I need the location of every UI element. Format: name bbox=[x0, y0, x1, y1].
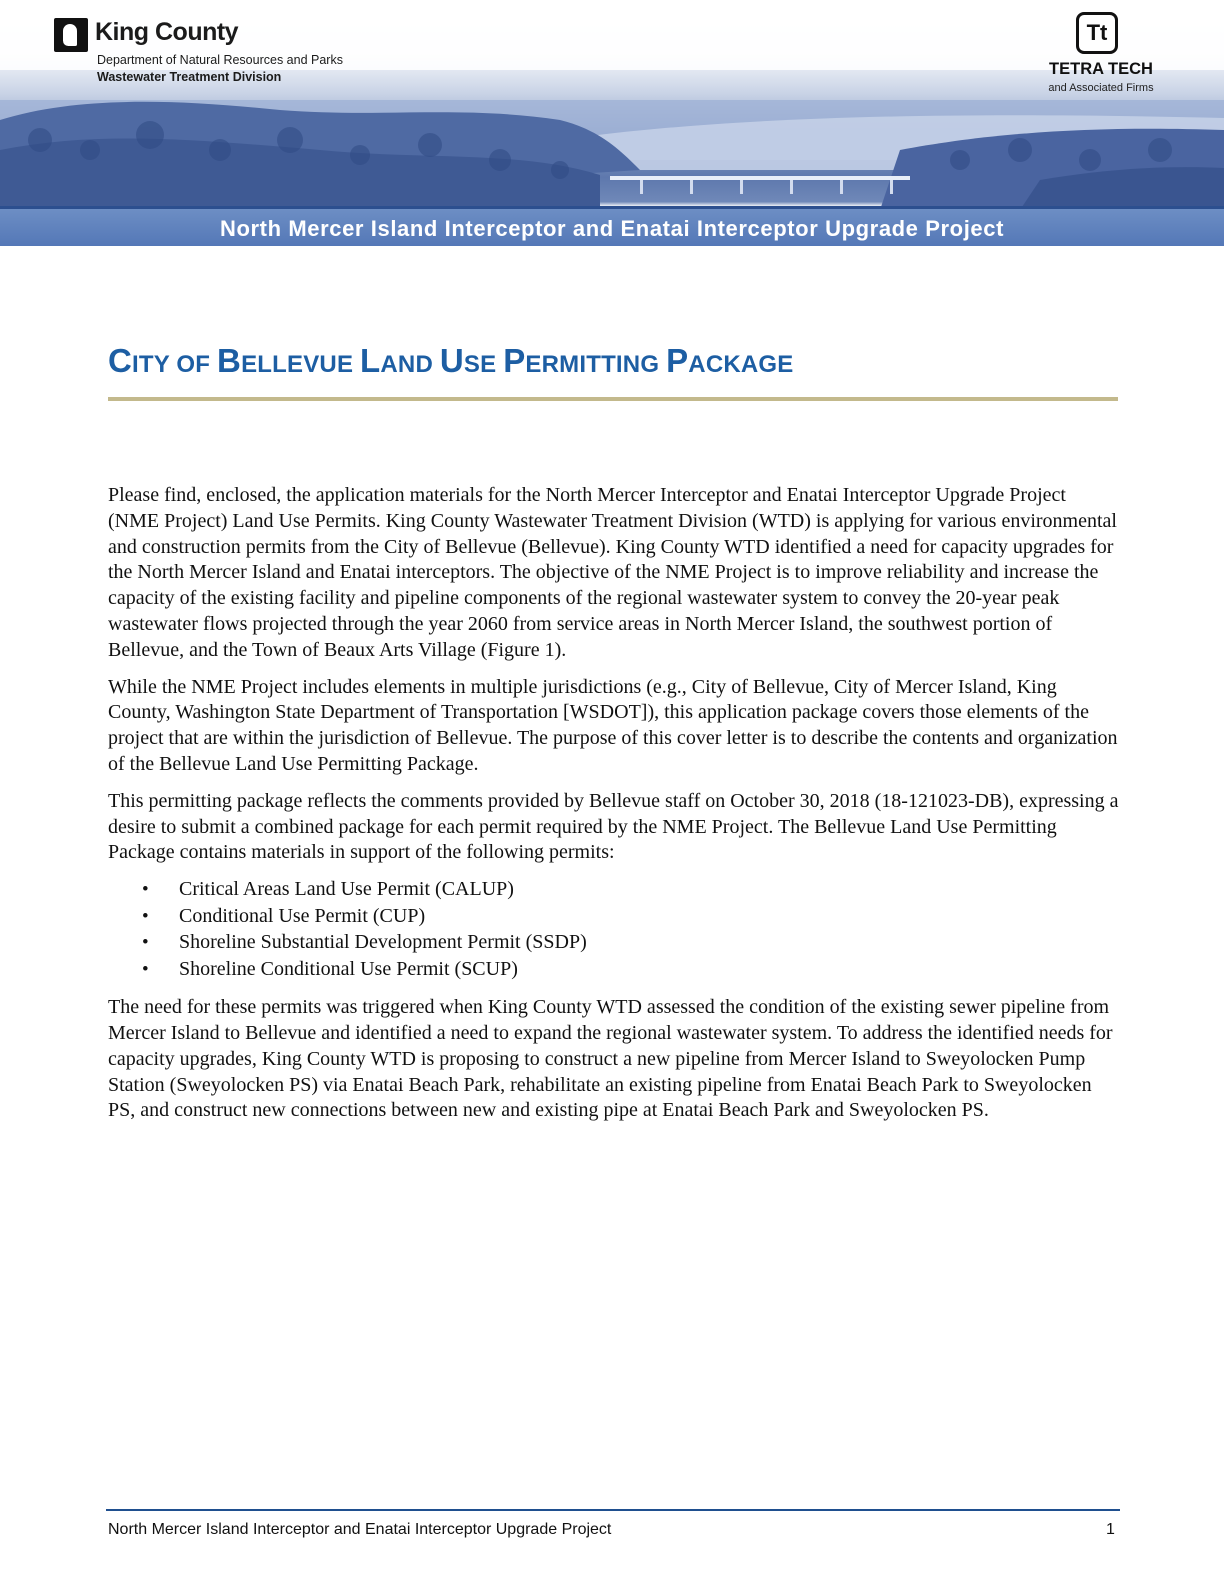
title-part: SE bbox=[463, 351, 504, 378]
list-item: • Conditional Use Permit (CUP) bbox=[108, 904, 1120, 931]
tetra-tech-logo bbox=[1036, 10, 1166, 100]
title-part: AND bbox=[380, 351, 440, 378]
title-part: C bbox=[108, 342, 133, 379]
title-part: U bbox=[439, 342, 464, 379]
title-part: ITY OF bbox=[132, 351, 218, 378]
list-item: • Critical Areas Land Use Permit (CALUP) bbox=[108, 877, 1120, 904]
tetra-tech-mark-icon: Tt bbox=[1076, 12, 1118, 54]
list-item: • Shoreline Substantial Development Permit (SSDP) bbox=[108, 930, 1120, 957]
consultant-name: TETRA TECH bbox=[1049, 60, 1153, 78]
king-county-emblem-icon bbox=[54, 18, 88, 52]
agency-name: King County bbox=[95, 18, 239, 46]
paragraph-introduction: Please find, enclosed, the application materials for the North Mercer Interceptor and Enatai Interceptor Upgrade Project (NME Project) Land Use Permits. King County Wastewater Treatment Division (WTD) is applying for various environmental and construction permits from the City of Bellevue (Bellevue). King County WTD identified a need for capacity upgrades for the North Mercer Island and Enatai interceptors. The objective of the NME Project is to improve reliability and increase the capacity of the existing facility and pipeline components of the regional wastewater system to convey the 20-year peak wastewater flows projected through the year 2060 from service areas in North Mercer Island, the southwest portion of Bellevue, and the Town of Beaux Arts Village (Figure 1). bbox=[108, 484, 1117, 661]
agency-department: Department of Natural Resources and Parks bbox=[97, 53, 343, 67]
project-banner-title: North Mercer Island Interceptor and Enatai Interceptor Upgrade Project bbox=[219, 216, 1005, 241]
document-body bbox=[108, 483, 1120, 1135]
footer-project-name: North Mercer Island Interceptor and Enatai Interceptor Upgrade Project bbox=[108, 1521, 612, 1538]
title-part: L bbox=[360, 342, 381, 379]
paragraph-jurisdiction: While the NME Project includes elements in multiple jurisdictions (e.g., City of Bellevue, City of Mercer Island, King County, Washington State Department of Transportation [WSDOT]), this application package covers those elements of the project that are within the jurisdiction of Bellevue. The purpose of this cover letter is to describe the contents and organization of the Bellevue Land Use Permitting Package. bbox=[108, 675, 1118, 775]
title-underline bbox=[108, 397, 1118, 401]
header-banner bbox=[0, 0, 1224, 246]
document-title bbox=[108, 342, 794, 380]
title-part: B bbox=[217, 342, 242, 379]
footer-rule bbox=[106, 1509, 1120, 1511]
page-number: 1 bbox=[1106, 1521, 1115, 1538]
title-part: ELLEVUE bbox=[241, 351, 361, 378]
permit-list bbox=[108, 877, 1120, 983]
paragraph-closing: The need for these permits was triggered when King County WTD assessed the condition of the existing sewer pipeline from Mercer Island to Bellevue and identified a need to expand the regional wastewater system. To address the identified needs for capacity upgrades, King County WTD is proposing to construct a new pipeline from Mercer Island to Sweyolocken Pump Station (Sweyolocken PS) via Enatai Beach Park, rehabilitate an existing pipeline from Enatai Beach Park to Sweyolocken PS, and construct new connections between new and existing pipe at Enatai Beach Park and Sweyolocken PS. bbox=[108, 996, 1113, 1122]
paragraph-permits-intro: This permitting package reflects the comments provided by Bellevue staff on October 30, 2018 (18-121023-DB), expressing a desire to submit a combined package for each permit required by the NME Project. The Bellevue Land Use Permitting Package contains materials in support of the following permits: bbox=[108, 789, 1119, 864]
title-part: P bbox=[666, 342, 689, 379]
title-part: ERMITTING bbox=[525, 351, 667, 378]
agency-division: Wastewater Treatment Division bbox=[97, 70, 282, 84]
list-item: • Shoreline Conditional Use Permit (SCUP) bbox=[108, 957, 1120, 984]
project-banner-bar bbox=[0, 206, 1224, 246]
title-part: P bbox=[503, 342, 526, 379]
title-part: ACKAGE bbox=[688, 351, 794, 378]
consultant-subtitle: and Associated Firms bbox=[1048, 82, 1154, 94]
